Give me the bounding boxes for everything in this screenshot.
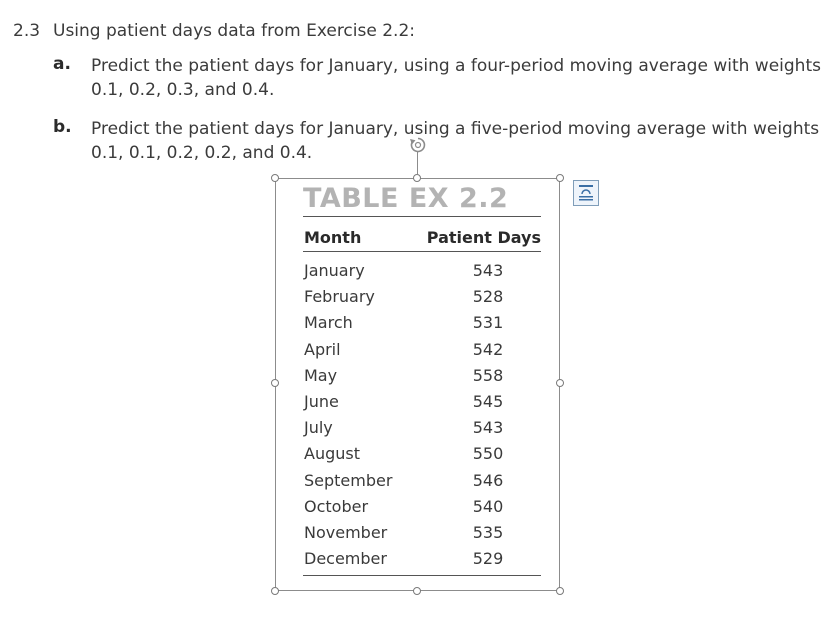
cell-month: December (304, 549, 387, 569)
bottom-rule (303, 575, 541, 576)
layout-options-icon (574, 181, 598, 205)
title-rule (303, 216, 541, 217)
header-rule (303, 251, 541, 252)
rotate-handle-stem (417, 152, 418, 174)
part-a-text: Predict the patient days for January, using a four-period moving average with weights 0.1, 0.2, 0.3, and 0.4. (91, 56, 821, 100)
cell-month: January (304, 261, 365, 280)
cell-month: February (304, 287, 375, 307)
cell-patient-days: 545 (472, 392, 504, 411)
table-row (303, 444, 541, 470)
resize-handle-bottom-right[interactable] (556, 587, 564, 595)
cell-patient-days: 543 (472, 261, 504, 280)
part-b-letter: b. (53, 117, 72, 137)
resize-handle-top-left[interactable] (271, 174, 279, 182)
table-title: TABLE EX 2.2 (303, 183, 509, 214)
column-header-month: Month (304, 228, 362, 247)
cell-patient-days: 528 (472, 287, 504, 307)
table-row (303, 523, 541, 549)
cell-month: November (304, 523, 388, 542)
part-a-letter: a. (53, 54, 71, 74)
table-row (303, 392, 541, 418)
table-row (303, 261, 541, 287)
resize-handle-right[interactable] (556, 379, 564, 387)
cell-month: August (304, 444, 360, 464)
cell-patient-days: 542 (472, 339, 504, 359)
resize-handle-bottom-left[interactable] (271, 587, 279, 595)
cell-month: July (304, 418, 333, 438)
rotate-icon[interactable] (409, 136, 427, 154)
table-row (303, 287, 541, 313)
cell-month: April (304, 339, 341, 359)
cell-month: March (304, 313, 353, 333)
cell-patient-days: 531 (472, 313, 504, 333)
question-stem: Using patient days data from Exercise 2.2: (53, 21, 415, 41)
column-header-patient-days: Patient Days (426, 228, 541, 247)
cell-month: September (304, 470, 393, 490)
question-number: 2.3 (13, 21, 41, 41)
cell-patient-days: 540 (472, 496, 504, 516)
cell-patient-days: 535 (472, 523, 504, 542)
resize-handle-left[interactable] (271, 379, 279, 387)
cell-patient-days: 558 (472, 365, 504, 385)
table-row (303, 418, 541, 444)
resize-handle-bottom[interactable] (413, 587, 421, 595)
table-row (303, 366, 541, 392)
table-row (303, 497, 541, 523)
resize-handle-top[interactable] (413, 174, 421, 182)
cell-patient-days: 543 (472, 418, 504, 438)
table-row (303, 549, 541, 575)
cell-month: May (304, 365, 338, 385)
layout-options-button[interactable] (573, 180, 599, 206)
cell-month: October (304, 496, 369, 516)
table-row (303, 471, 541, 497)
cell-month: June (304, 392, 339, 411)
cell-patient-days: 529 (472, 549, 504, 569)
resize-handle-top-right[interactable] (556, 174, 564, 182)
table-row (303, 340, 541, 366)
table-row (303, 313, 541, 339)
cell-patient-days: 546 (472, 470, 504, 490)
part-b-text: Predict the patient days for January, using a five-period moving average with weights 0.1, 0.1, 0.2, 0.2, and 0.4. (91, 119, 820, 163)
cell-patient-days: 550 (472, 444, 504, 464)
